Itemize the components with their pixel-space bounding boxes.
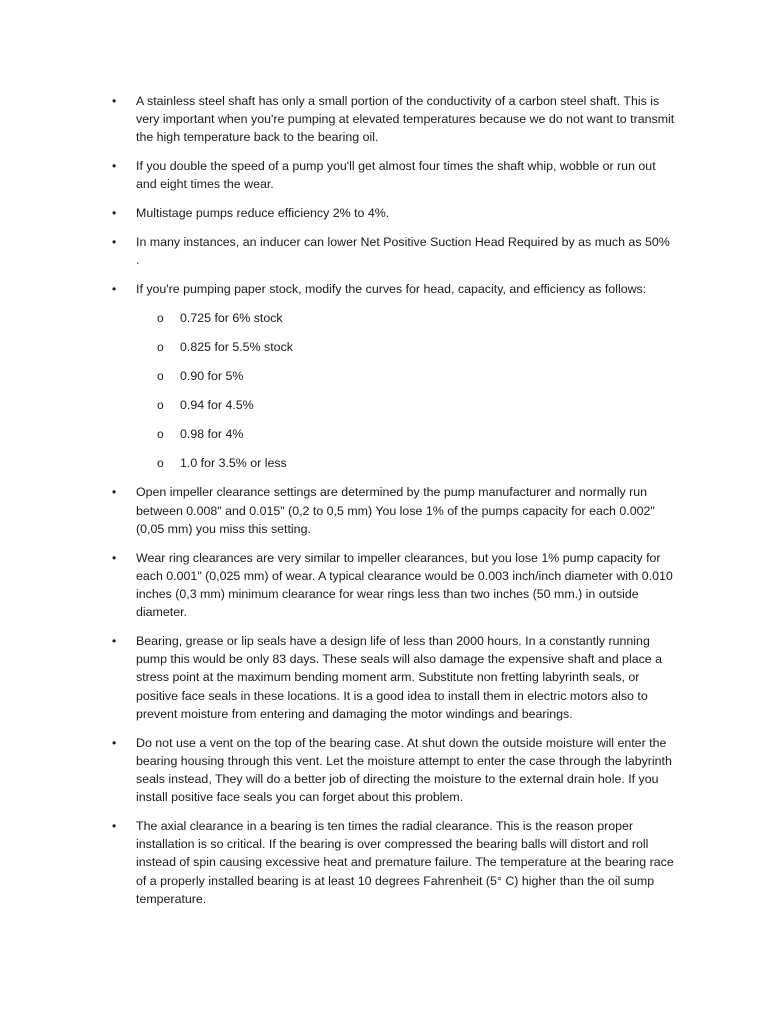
list-item-text: In many instances, an inducer can lower Net Positive Suction Head Required by as much as 50% . <box>136 235 670 268</box>
circle-bullet-icon: o <box>157 310 164 325</box>
sub-list-item-text: 0.98 for 4% <box>180 427 244 442</box>
list-item-text: If you're pumping paper stock, modify the curves for head, capacity, and efficiency as follows: <box>136 282 647 296</box>
bullet-icon: • <box>112 550 117 565</box>
list-item <box>112 632 676 723</box>
circle-bullet-icon: o <box>157 339 164 354</box>
list-item <box>112 92 676 147</box>
bullet-icon: • <box>112 485 117 500</box>
list-item <box>112 204 676 222</box>
sub-list-item-text: 0.90 for 5% <box>180 368 244 383</box>
bullet-icon: • <box>112 735 117 750</box>
sub-list-item <box>157 454 676 472</box>
list-item <box>112 280 676 472</box>
sub-list-item-text: 0.825 for 5.5% stock <box>180 339 293 354</box>
list-item <box>112 483 676 538</box>
bullet-icon: • <box>112 206 117 221</box>
bullet-icon: • <box>112 818 117 833</box>
list-item-text: The axial clearance in a bearing is ten times the radial clearance. This is the reason proper installation is so critical. If the bearing is over compressed the bearing balls will distort and roll instead of spin causing excessive heat and premature failure. The temperature at the bearing race of a properly installed bearing is at least 10 degrees Fahrenheit (5° C) higher than the oil sump temperature. <box>136 818 674 906</box>
list-item-text: Multistage pumps reduce efficiency 2% to 4%. <box>136 206 390 221</box>
sub-list-item-text: 1.0 for 3.5% or less <box>180 456 287 471</box>
list-item-text: If you double the speed of a pump you'll get almost four times the shaft whip, wobble or run out and eight times the wear. <box>136 159 656 192</box>
sub-list-item <box>157 396 676 414</box>
bullet-list <box>0 92 768 919</box>
circle-bullet-icon: o <box>157 427 164 442</box>
sub-list <box>136 309 676 473</box>
list-item <box>112 233 676 269</box>
circle-bullet-icon: o <box>157 398 164 413</box>
sub-list-item <box>157 367 676 385</box>
list-item-text: Wear ring clearances are very similar to impeller clearances, but you lose 1% pump capacity for each 0.001" (0,025 mm) of wear. A typical clearance would be 0.003 inch/inch diameter with 0.010 inches (0,3 mm) minimum clearance for wear rings less than two inches (50 mm.) in outside diameter. <box>136 550 673 620</box>
sub-list-item <box>157 425 676 443</box>
circle-bullet-icon: o <box>157 368 164 383</box>
bullet-icon: • <box>112 633 117 648</box>
bullet-icon: • <box>112 235 117 249</box>
bullet-icon: • <box>112 159 117 174</box>
list-item-text: A stainless steel shaft has only a small portion of the conductivity of a carbon steel shaft. This is very important when you're pumping at elevated temperatures because we do not want to transmit the high temperature back to the bearing oil. <box>136 94 675 145</box>
bullet-icon: • <box>112 282 117 296</box>
list-item-text: Bearing, grease or lip seals have a design life of less than 2000 hours. In a constantly running pump this would be only 83 days. These seals will also damage the expensive shaft and place a stress point at the maximum bending moment arm. Substitute non fretting labyrinth seals, or positive face seals in these locations. It is a good idea to install them in electric motors also to prevent moisture from entering and damaging the motor windings and bearings. <box>136 633 663 721</box>
list-item <box>112 734 676 807</box>
sub-list-item <box>157 309 676 327</box>
bullet-icon: • <box>112 94 117 108</box>
list-item-text: Open impeller clearance settings are determined by the pump manufacturer and normally run between 0.008" and 0.015" (0,2 to 0,5 mm) You lose 1% of the pumps capacity for each 0.002" (0,05 mm) you miss this setting. <box>136 485 655 536</box>
list-item <box>112 817 676 908</box>
circle-bullet-icon: o <box>157 456 164 471</box>
sub-list-item-text: 0.94 for 4.5% <box>180 398 254 413</box>
list-item <box>112 549 676 622</box>
sub-list-item <box>157 338 676 356</box>
list-item <box>112 157 676 193</box>
list-item-text: Do not use a vent on the top of the bearing case. At shut down the outside moisture will enter the bearing housing through this vent. Let the moisture attempt to enter the case through the labyrinth seals instead, They will do a better job of directing the moisture to the external drain hole. If you install positive face seals you can forget about this problem. <box>136 735 672 805</box>
sub-list-item-text: 0.725 for 6% stock <box>180 310 283 325</box>
